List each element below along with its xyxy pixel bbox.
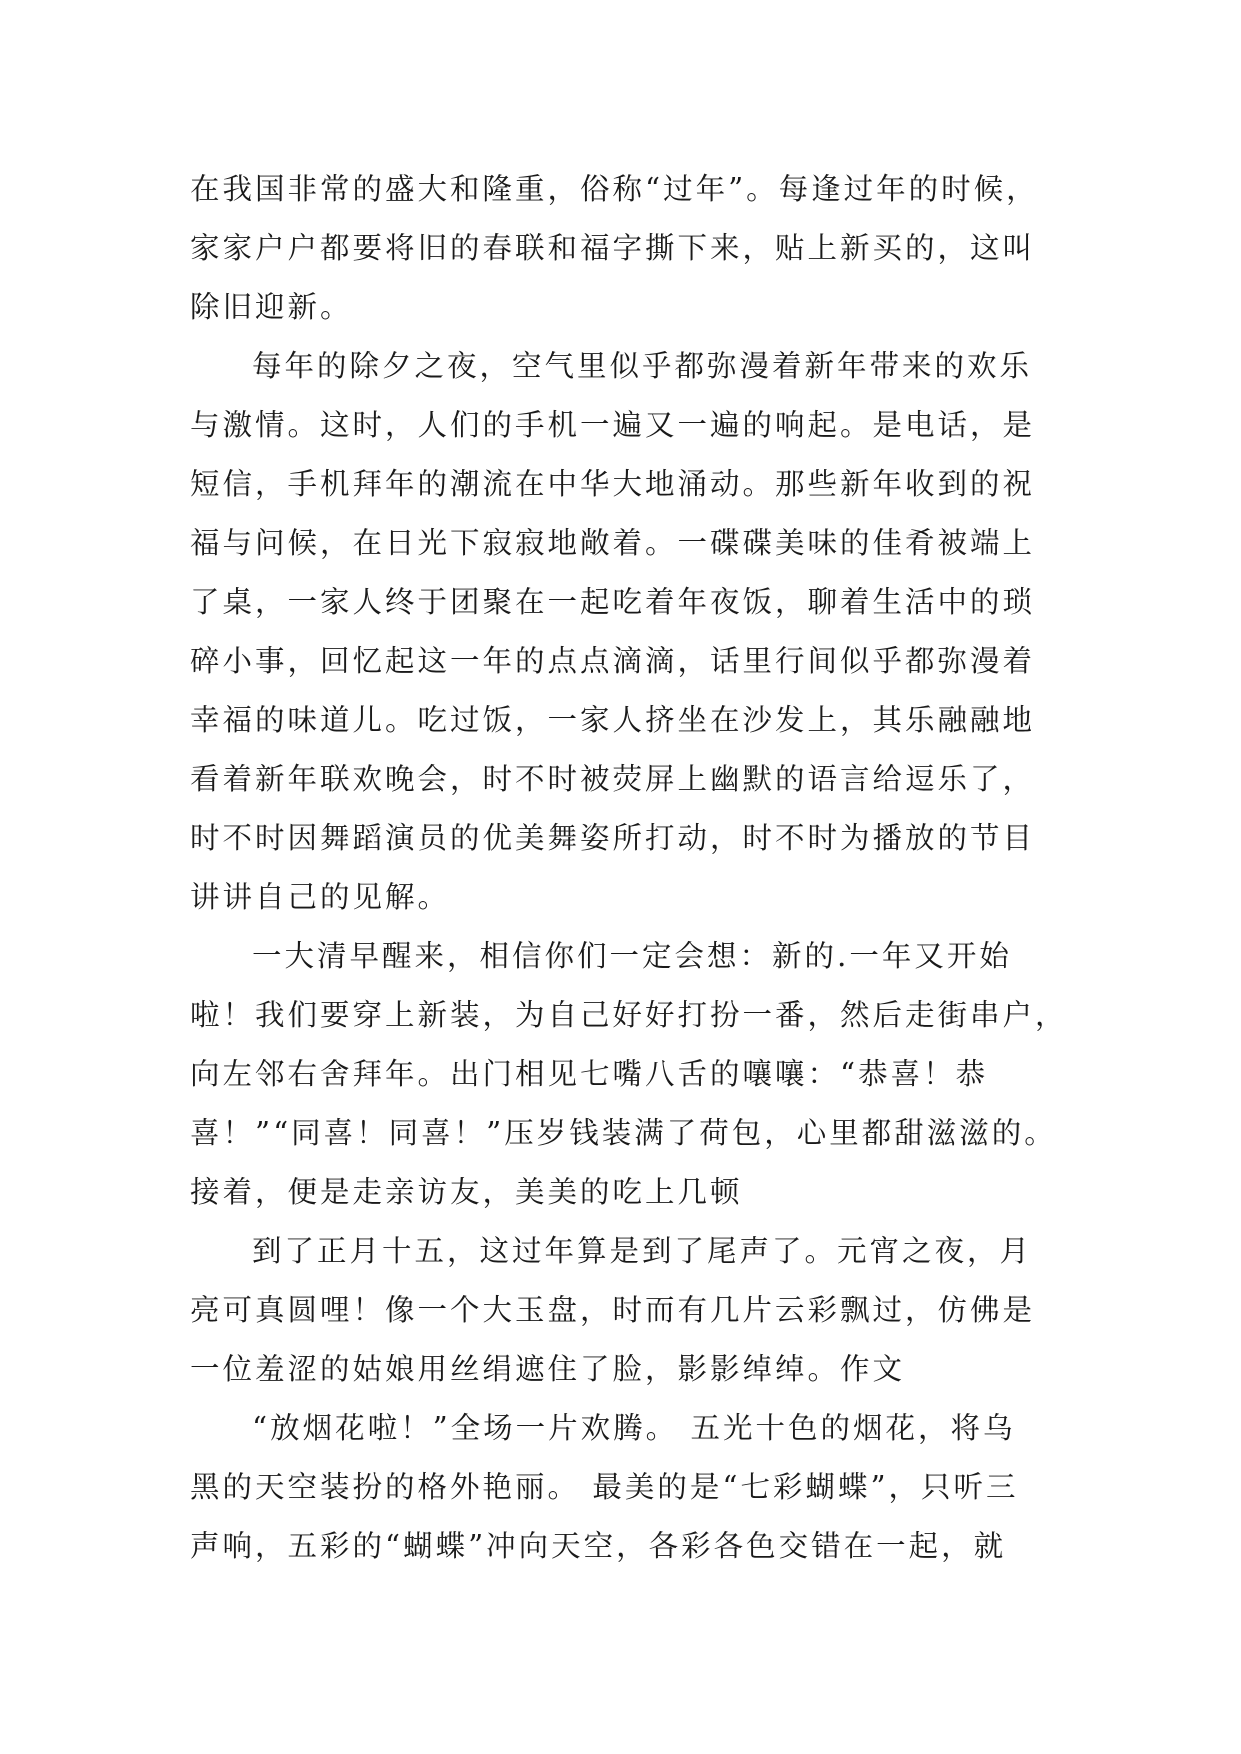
text-line: 短信，手机拜年的潮流在中华大地涌动。那些新年收到的祝 xyxy=(190,467,1036,501)
text-line: 了桌，一家人终于团聚在一起吃着年夜饭，聊着生活中的琐 xyxy=(190,585,1036,619)
text-line: 亮可真圆哩！像一个大玉盘，时而有几片云彩飘过，仿佛是 xyxy=(190,1293,1036,1327)
text-line: 啦！我们要穿上新装，为自己好好打扮一番，然后走街串户， xyxy=(190,998,1068,1032)
text-line: 接着，便是走亲访友，美美的吃上几顿 xyxy=(190,1175,743,1209)
text-line: 幸福的味道儿。吃过饭，一家人挤坐在沙发上，其乐融融地 xyxy=(190,703,1036,737)
document-body xyxy=(190,160,1068,1576)
text-line: 与激情。这时，人们的手机一遍又一遍的响起。是电话，是 xyxy=(190,408,1036,442)
paragraph-first-line: 一大清早醒来，相信你们一定会想：新的.一年又开始 xyxy=(252,939,1012,973)
text-line: 黑的天空装扮的格外艳丽。 最美的是“七彩蝴蝶”，只听三 xyxy=(190,1470,1019,1504)
text-line: 向左邻右舍拜年。出门相见七嘴八舌的嚷嚷：“恭喜！恭 xyxy=(190,1057,989,1091)
paragraph-first-line: 到了正月十五，这过年算是到了尾声了。元宵之夜，月 xyxy=(252,1234,1033,1268)
text-line: 碎小事，回忆起这一年的点点滴滴，话里行间似乎都弥漫着 xyxy=(190,644,1036,678)
text-line: 一位羞涩的姑娘用丝绢遮住了脸，影影绰绰。作文 xyxy=(190,1352,906,1386)
text-line: 时不时因舞蹈演员的优美舞姿所打动，时不时为播放的节目 xyxy=(190,821,1036,855)
paragraph-first-line: 每年的除夕之夜，空气里似乎都弥漫着新年带来的欢乐 xyxy=(252,349,1033,383)
text-line: 在我国非常的盛大和隆重，俗称“过年”。每逢过年的时候， xyxy=(190,172,1039,206)
text-line: 家家户户都要将旧的春联和福字撕下来，贴上新买的，这叫 xyxy=(190,231,1036,265)
text-line: 除旧迎新。 xyxy=(190,290,353,324)
paragraph-first-line: “放烟花啦！”全场一片欢腾。 五光十色的烟花，将乌 xyxy=(252,1411,1016,1445)
text-line: 声响，五彩的“蝴蝶”冲向天空，各彩各色交错在一起，就 xyxy=(190,1529,1007,1563)
text-line: 喜！”“同喜！同喜！”压岁钱装满了荷包，心里都甜滋滋的。 xyxy=(190,1116,1057,1150)
text-line: 讲讲自己的见解。 xyxy=(190,880,451,914)
text-line: 福与问候，在日光下寂寂地敞着。一碟碟美味的佳肴被端上 xyxy=(190,526,1036,560)
text-line: 看着新年联欢晚会，时不时被荧屏上幽默的语言给逗乐了， xyxy=(190,762,1036,796)
